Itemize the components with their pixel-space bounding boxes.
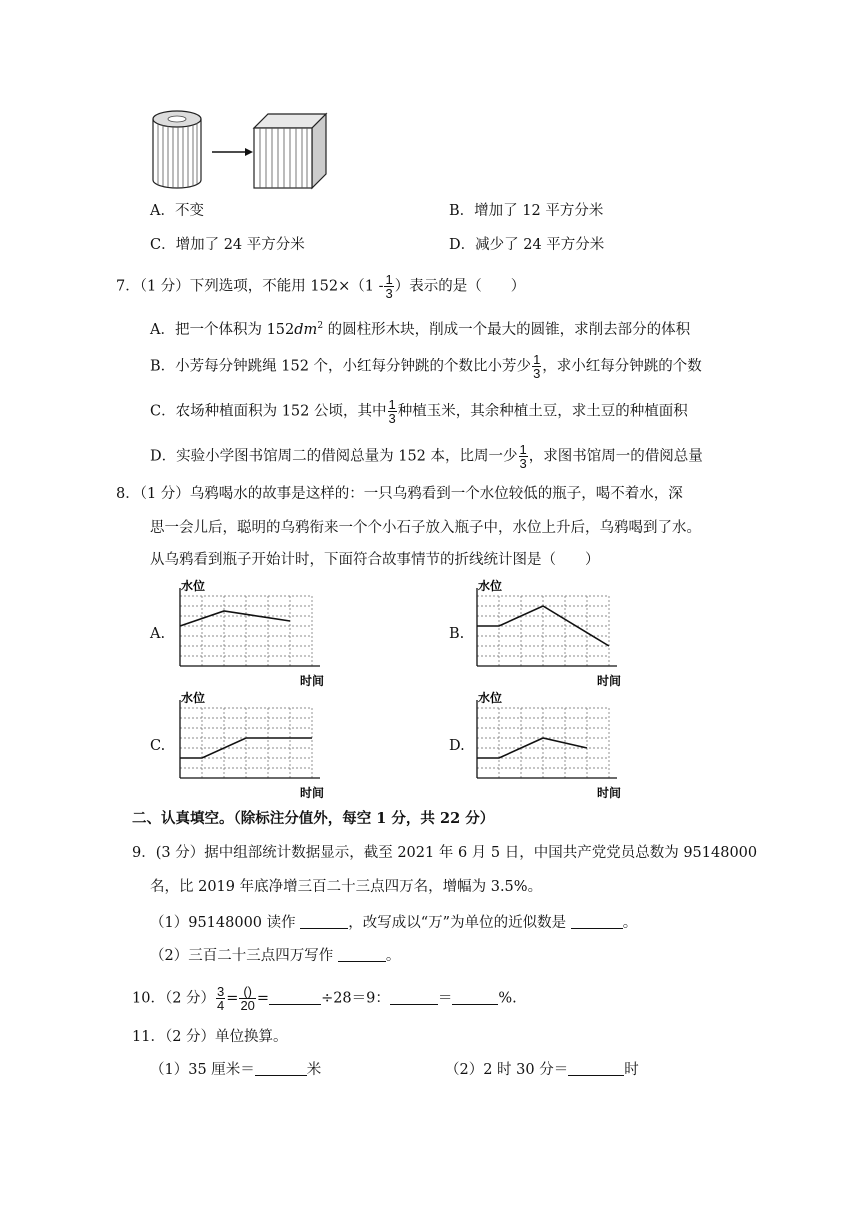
q8-option-b-label[interactable]: B.: [449, 626, 465, 642]
fraction-numerator: 1: [385, 272, 393, 287]
q7-option-c-text-tail: 种植玉米，其余种植土豆，求土豆的种植面积: [397, 403, 688, 420]
fraction-numerator: (): [239, 985, 255, 999]
q7-stem-text: 7．（1 分）下列选项，不能用 152×（1 -: [116, 278, 384, 295]
unit-label: 时: [624, 1062, 639, 1078]
y-axis-label: 水位: [478, 579, 503, 593]
cylinder-to-prism-figure: [150, 108, 330, 190]
q9-sub-1-text-end: 。: [622, 915, 638, 931]
q6-option-c[interactable]: C．增加了 24 平方分米: [150, 237, 305, 253]
percent-sign: %.: [498, 990, 517, 1007]
answer-blank[interactable]: [300, 914, 348, 929]
grid: [477, 708, 609, 778]
q9-sub-2: [150, 946, 400, 966]
x-axis-label: 时间: [597, 786, 622, 800]
unit-label: 米: [306, 1062, 322, 1078]
q11-stem: 11．（2 分）单位换算。: [132, 1029, 288, 1045]
fraction: [519, 443, 528, 470]
q8-option-d-label[interactable]: D.: [449, 738, 465, 754]
q9-sub-1: [150, 913, 637, 933]
q10-division: ÷28＝9：: [321, 990, 390, 1007]
x-axis-label: 时间: [300, 674, 325, 688]
q9-line-1: 9．(3 分）据中组部统计数据显示，截至 2021 年 6 月 5 日，中国共产党党员总数为 95148000: [132, 845, 758, 861]
q8-line-3: 从乌鸦看到瓶子开始计时，下面符合故事情节的折线统计图是（ ）: [150, 552, 600, 568]
q7-option-b-text: B．小芳每分钟跳绳 152 个，小红每分钟跳的个数比小芳少: [150, 358, 532, 375]
q10-label: 10．（2 分）: [132, 990, 216, 1007]
q11-sub-2-text: （2）2 时 30 分＝: [445, 1062, 569, 1078]
q7-option-a-text-tail: 的圆柱形木块，削成一个最大的圆锥，求削去部分的体积: [323, 321, 691, 338]
q9-sub-1-text: （1）95148000 读作: [150, 915, 296, 931]
q6-option-b[interactable]: B．增加了 12 平方分米: [449, 203, 604, 219]
q7-stem-tail: ）表示的是（ ）: [394, 278, 526, 295]
fraction: [239, 985, 255, 1012]
fraction-numerator: 1: [388, 397, 396, 412]
chart-option-c[interactable]: [170, 692, 330, 802]
fraction-denominator: 3: [533, 366, 541, 381]
q8-line-1: 8．（1 分）乌鸦喝水的故事是这样的：一只乌鸦看到一个水位较低的瓶子，喝不着水，深: [116, 486, 683, 502]
cylinder-icon: [153, 111, 201, 188]
arrow-right-icon: [212, 148, 253, 156]
q6-option-d[interactable]: D．减少了 24 平方分米: [449, 237, 605, 253]
exponent: 2: [317, 321, 324, 331]
q9-sub-2-text: （2）三百二十三点四万写作: [150, 948, 334, 964]
q9-sub-1-text-mid: ，改写成以“万”为单位的近似数是: [348, 915, 567, 931]
fraction: [216, 985, 225, 1012]
answer-blank[interactable]: [568, 1061, 624, 1076]
answer-blank[interactable]: [390, 990, 438, 1005]
q7-option-d-text: D．实验小学图书馆周二的借阅总量为 152 本，比周一少: [150, 448, 518, 465]
q7-option-d-text-tail: ，求图书馆周一的借阅总量: [528, 448, 703, 465]
fraction: [532, 353, 541, 380]
grid: [180, 708, 312, 778]
chart-option-b[interactable]: [467, 580, 627, 690]
q9-sub-2-text-end: 。: [385, 948, 401, 964]
q6-option-a[interactable]: A．不变: [150, 203, 204, 219]
y-axis-label: 水位: [181, 691, 206, 705]
x-axis-label: 时间: [300, 786, 325, 800]
grid: [180, 596, 312, 666]
q11-sub-1-text: （1）35 厘米＝: [150, 1062, 255, 1078]
fraction-denominator: 3: [385, 286, 393, 301]
q8-line-2: 思一会儿后，聪明的乌鸦衔来一个个小石子放入瓶子中，水位上升后，乌鸦喝到了水。: [150, 520, 701, 536]
chart-option-a[interactable]: [170, 580, 330, 690]
answer-blank[interactable]: [571, 914, 623, 929]
fraction-denominator: 4: [217, 998, 225, 1013]
fraction-denominator: 20: [240, 998, 255, 1013]
water-level-line: [180, 611, 290, 626]
equals-sign: =: [226, 990, 239, 1007]
prism-icon: [254, 114, 326, 188]
chart-option-d[interactable]: [467, 692, 627, 802]
fraction-numerator: 1: [519, 442, 527, 457]
fraction-denominator: 3: [388, 411, 396, 426]
answer-blank[interactable]: [338, 947, 386, 962]
equals-sign: ＝: [437, 990, 453, 1007]
y-axis-label: 水位: [478, 691, 503, 705]
equals-sign: =: [256, 990, 270, 1007]
answer-blank[interactable]: [452, 990, 498, 1005]
q7-option-b-text-tail: ，求小红每分钟跳的个数: [542, 358, 702, 375]
fraction-numerator: 3: [217, 984, 225, 999]
q7-option-c-text: C．农场种植面积为 152 公顷，其中: [150, 403, 387, 420]
q10-line: [132, 985, 517, 1012]
q9-line-2: 名，比 2019 年底净增三百二十三点四万名，增幅为 3.5%。: [150, 879, 543, 895]
q7-stem: [116, 273, 525, 300]
q8-option-c-label[interactable]: C.: [150, 738, 166, 754]
q7-option-a-text: A．把一个体积为 152: [150, 321, 295, 338]
q8-option-a-label[interactable]: A.: [150, 626, 166, 642]
answer-blank[interactable]: [269, 990, 321, 1005]
q7-option-b[interactable]: [150, 353, 702, 380]
q11-sub-1: [150, 1060, 321, 1080]
q7-option-d[interactable]: [150, 443, 703, 470]
unit-dm: dm: [294, 321, 318, 338]
fraction-numerator: 1: [533, 352, 541, 367]
fraction: [384, 273, 393, 300]
x-axis-label: 时间: [597, 674, 622, 688]
q7-option-a[interactable]: [150, 316, 690, 340]
y-axis-label: 水位: [181, 579, 206, 593]
fraction: [388, 398, 397, 425]
q11-sub-2: [445, 1060, 639, 1080]
q7-option-c[interactable]: [150, 398, 688, 425]
section-2-title: 二、认真填空。（除标注分值外，每空 1 分，共 22 分）: [132, 810, 495, 827]
fraction-denominator: 3: [519, 456, 527, 471]
answer-blank[interactable]: [255, 1061, 307, 1076]
